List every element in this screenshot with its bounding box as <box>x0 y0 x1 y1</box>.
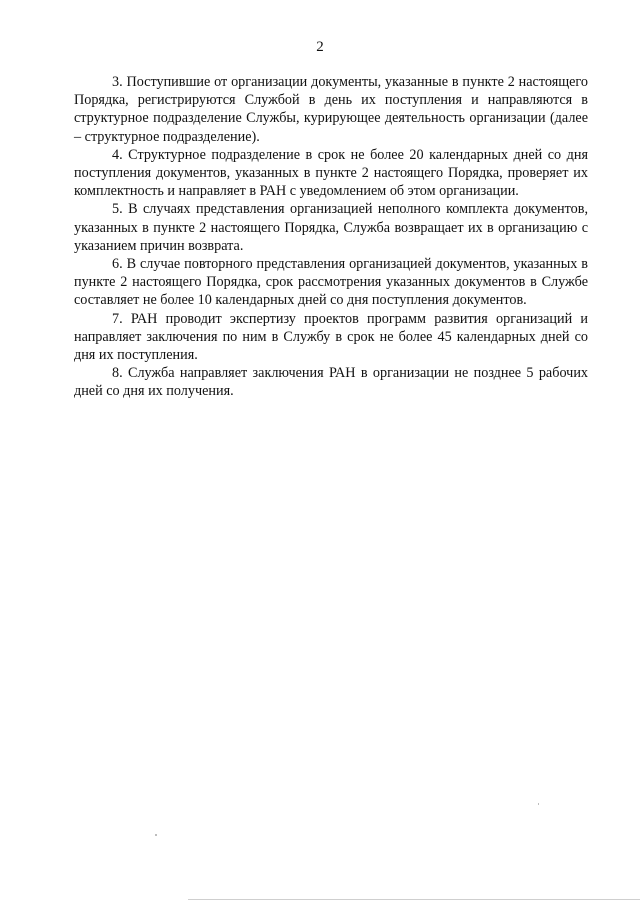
paragraph-6: 6. В случае повторного представления организацией документов, указанных в пункте 2 настоящего Порядка, срок рассмотрения указанных документов в Службе составляет не более 10 календарных дней со дня поступления документов. <box>74 256 588 309</box>
page-number: 2 <box>316 39 324 55</box>
paragraph-5: 5. В случаях представления организацией неполного комплекта документов, указанных в пункте 2 настоящего Порядка, Служба возвращает их в организацию с указанием причин возврата. <box>74 201 588 254</box>
paragraph-8: 8. Служба направляет заключения РАН в организации не позднее 5 рабочих дней со дня их получения. <box>74 365 588 400</box>
paragraph-3: 3. Поступившие от организации документы, указанные в пункте 2 настоящего Порядка, регистрируются Службой в день их поступления и направляются в структурное подразделение Службы, курирующее деятельность организации (далее – структурное подразделение). <box>74 74 588 145</box>
paragraph-4: 4. Структурное подразделение в срок не более 20 календарных дней со дня поступления документов, указанных в пункте 2 настоящего Порядка, проверяет их комплектность и направляет в РАН с уведомлением об этом организации. <box>74 146 588 200</box>
document-body <box>74 73 588 401</box>
scan-speck <box>538 803 539 805</box>
paragraph-7: 7. РАН проводит экспертизу проектов программ развития организаций и направляет заключения по ним в Службу в срок не более 45 календарных дней со дня их поступления. <box>74 310 588 364</box>
scan-speck <box>155 834 157 836</box>
scan-edge-line <box>188 899 640 900</box>
